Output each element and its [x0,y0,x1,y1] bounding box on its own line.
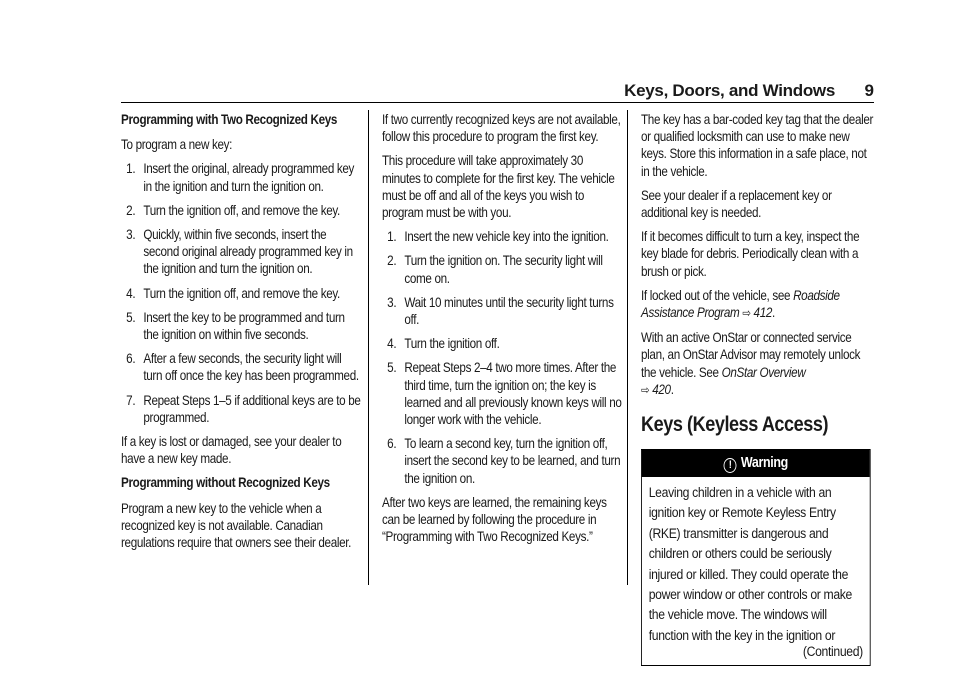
paragraph: The key has a bar-coded key tag that the dealer or qualified locksmith can use to make new keys. Store this information in a safe place, not in the vehicle. [641,112,874,179]
list-item: 2. Turn the ignition on. The security light will come on. [387,253,603,286]
column-3 [641,111,877,666]
warning-box [641,449,871,666]
paragraph: See your dealer if a replacement key or additional key is needed. [641,187,832,221]
list-item: 2. Turn the ignition off, and remove the key. [126,202,340,218]
paragraph: After two keys are learned, the remaining keys can be learned by following the procedure in “Programming with Two Recognized Keys.” [382,494,607,545]
column-1 [121,111,362,558]
column-divider-2 [627,110,628,585]
steps-list-2 [382,228,623,487]
section-heading: Keys (Keyless Access) [641,413,829,437]
page-ref-number[interactable]: 420 [652,381,671,397]
page-ref-arrow-icon: ⇨ [742,306,751,321]
page-header [0,81,960,101]
list-item: 6. After a few seconds, the security light will turn off once the key has been programmed. [126,351,359,384]
warning-body [642,477,870,665]
section-title-header: Keys, Doors, and Windows [624,81,835,100]
page-number: 9 [864,81,874,100]
column-2 [382,111,623,552]
continued-label: (Continued) [802,644,863,661]
paragraph: If two currently recognized keys are not available, follow this procedure to program the first key. [382,112,621,145]
warning-header [642,450,870,477]
list-item: 3. Wait 10 minutes until the security light turns off. [387,294,614,328]
paragraph: If it becomes difficult to turn a key, inspect the key blade for debris. Periodically clean with a brush or pick. [641,229,860,279]
list-item: 1. Insert the original, already programmed key in the ignition and turn the ignition on. [126,161,355,194]
list-item: 1. Insert the new vehicle key into the ignition. [387,229,609,245]
paragraph: If locked out of the vehicle, see Roadside Assistance Program ⇨ 412. [641,287,877,322]
list-item: 4. Turn the ignition off, and remove the key. [126,285,340,301]
subheading-two-keys: Programming with Two Recognized Keys [121,112,338,127]
list-item: 6. To learn a second key, turn the ignition off, insert the second key to be learned, and turn the ignition on. [387,436,621,486]
column-divider-1 [368,110,369,585]
steps-list-1 [121,160,362,426]
list-item: 3. Quickly, within five seconds, insert the second original already programmed key in the ignition and turn the ignition on. [126,227,353,277]
roadside-link[interactable]: Roadside Assistance Program [641,287,840,321]
list-item: 5. Repeat Steps 2–4 two more times. After the third time, turn the ignition on; the key is learned and all previously known keys will no longer work with the vehicle. [387,360,622,428]
warning-icon: ! [724,458,737,473]
list-item: 7. Repeat Steps 1–5 if additional keys are to be programmed. [126,392,361,425]
lost-key-text: If a key is lost or damaged, see your dealer to have a new key made. [121,434,342,467]
intro-text: To program a new key: [121,137,233,153]
warning-title: Warning [740,455,788,472]
list-item: 4. Turn the ignition off. [387,336,500,352]
page-ref-number[interactable]: 412 [753,305,773,321]
paragraph: This procedure will take approximately 30 minutes to complete for the first key. The vehicle must be off and all of the keys you wish to program must be with you. [382,153,615,221]
paragraph: With an active OnStar or connected service plan, an OnStar Advisor may remotely unlock the vehicle. See OnStar Overview ⇨ 420. [641,329,877,399]
subheading-no-keys: Programming without Recognized Keys [121,475,330,491]
page-ref-arrow-icon: ⇨ [641,382,650,397]
program-text: Program a new key to the vehicle when a recognized key is not available. Canadian regulations require that owners see their dealer. [121,500,352,551]
list-item: 5. Insert the key to be programmed and turn the ignition on within five seconds. [126,309,345,343]
warning-text: Leaving children in a vehicle with an ignition key or Remote Keyless Entry (RKE) transmitter is dangerous and children or others could be seriously injured or killed. They could operate the power window or other controls or make the vehicle move. The windows will function with the key in the ignition or [648,485,853,644]
onstar-link[interactable]: OnStar Overview [721,364,806,380]
header-rule [121,102,874,103]
